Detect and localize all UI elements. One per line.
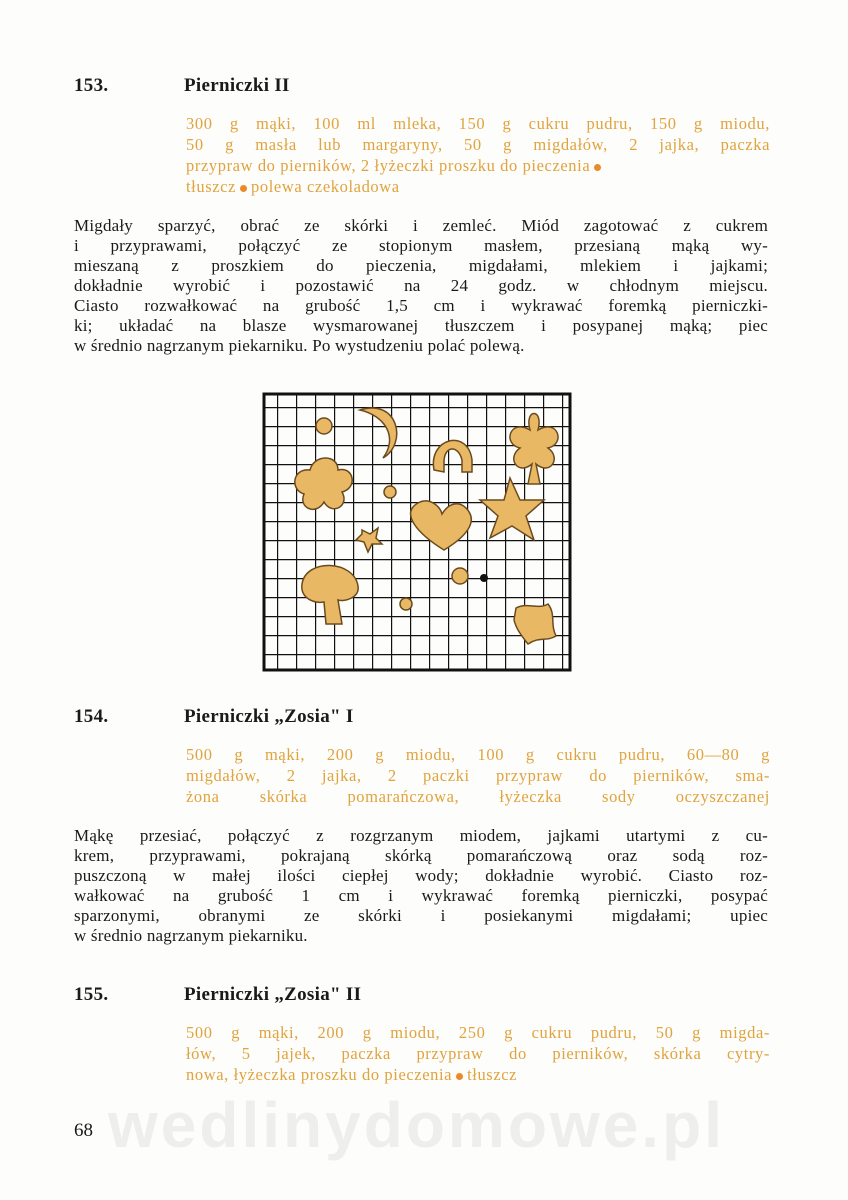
ingredients-line: 300 g mąki, 100 ml mleka, 150 g cukru pudru, 150 g miodu,: [186, 114, 770, 133]
recipe-number: 154.: [74, 706, 109, 727]
watermark: wedlinydomowe.pl: [108, 1089, 725, 1161]
ingredients-line: migdałów, 2 jajka, 2 paczki przypraw do pierników, sma-: [186, 766, 770, 785]
recipe-number: 153.: [74, 75, 109, 96]
ingredients-text: polewa czekoladowa: [251, 177, 400, 196]
method-line: ki; układać na blasze wysmarowanej tłuszczem i posypanej mąką; piec: [74, 316, 768, 335]
bullet-icon: [594, 164, 601, 171]
cookie-hole: [480, 574, 488, 582]
ingredients-line: [186, 1064, 770, 1085]
bullet-icon: [240, 185, 247, 192]
method-line: i przyprawami, połączyć ze stopionym masłem, przesianą mąką wy-: [74, 236, 768, 255]
cookies-on-rack-illustration: [258, 388, 576, 678]
recipe-title: Pierniczki II: [184, 75, 290, 96]
method-line: sparzonymi, obranymi ze skórki i posiekanymi migdałami; upiec: [74, 906, 768, 925]
method-line: Migdały sparzyć, obrać ze skórki i zemleć. Miód zagotować z cukrem: [74, 216, 768, 235]
recipe-153-heading: [74, 75, 290, 97]
round-cookie: [316, 418, 332, 434]
recipe-title: Pierniczki „Zosia" II: [184, 984, 362, 1005]
bullet-icon: [456, 1073, 463, 1080]
method-line: Ciasto rozwałkować na grubość 1,5 cm i wykrawać foremką pierniczki-: [74, 296, 768, 315]
recipe-154-heading: [74, 706, 354, 728]
ingredients-line: żona skórka pomarańczowa, łyżeczka sody oczyszczanej: [186, 787, 770, 806]
round-cookie: [452, 568, 468, 584]
ingredients-text: tłuszcz: [467, 1065, 518, 1084]
ingredients-line: 500 g mąki, 200 g miodu, 250 g cukru pudru, 50 g migda-: [186, 1023, 770, 1042]
method-line: w średnio nagrzanym piekarniku. Po wystudzeniu polać polewą.: [74, 336, 525, 355]
recipe-154-ingredients: [186, 744, 770, 807]
method-line: wałkować na grubość 1 cm i wykrawać foremką pierniczki, posypać: [74, 886, 768, 905]
ingredients-text: tłuszcz: [186, 177, 237, 196]
method-line: krem, przyprawami, pokrajaną skórką pomarańczową oraz sodą roz-: [74, 846, 768, 865]
method-line: Mąkę przesiać, połączyć z rozgrzanym miodem, jajkami utartymi z cu-: [74, 826, 768, 845]
method-line: mieszaną z proszkiem do pieczenia, migdałami, mlekiem i jajkami;: [74, 256, 768, 275]
recipe-154-method: [74, 826, 768, 946]
method-line: dokładnie wyrobić i pozostawić na 24 godz. w chłodnym miejscu.: [74, 276, 768, 295]
ingredients-line: 50 g masła lub margaryny, 50 g migdałów, 2 jajka, paczka: [186, 135, 770, 154]
method-line: w średnio nagrzanym piekarniku.: [74, 926, 308, 945]
ingredients-text: przypraw do pierników, 2 łyżeczki proszku do pieczenia: [186, 156, 591, 175]
recipe-153-method: [74, 216, 768, 356]
recipe-number: 155.: [74, 984, 109, 1005]
recipe-title: Pierniczki „Zosia" I: [184, 706, 354, 727]
ingredients-text: nowa, łyżeczka proszku do pieczenia: [186, 1065, 453, 1084]
page-number: 68: [74, 1120, 93, 1141]
ingredients-line: łów, 5 jajek, paczka przypraw do pierników, skórka cytry-: [186, 1044, 770, 1063]
ingredients-line: [186, 176, 770, 197]
recipe-153-ingredients: [186, 113, 770, 197]
method-line: puszczoną w małej ilości ciepłej wody; dokładnie wyrobić. Ciasto roz-: [74, 866, 768, 885]
recipe-155-ingredients: [186, 1022, 770, 1085]
round-cookie: [400, 598, 412, 610]
recipe-155-heading: [74, 984, 361, 1006]
ingredients-line: 500 g mąki, 200 g miodu, 100 g cukru pudru, 60—80 g: [186, 745, 770, 764]
ingredients-line: [186, 155, 770, 176]
round-cookie: [384, 486, 396, 498]
